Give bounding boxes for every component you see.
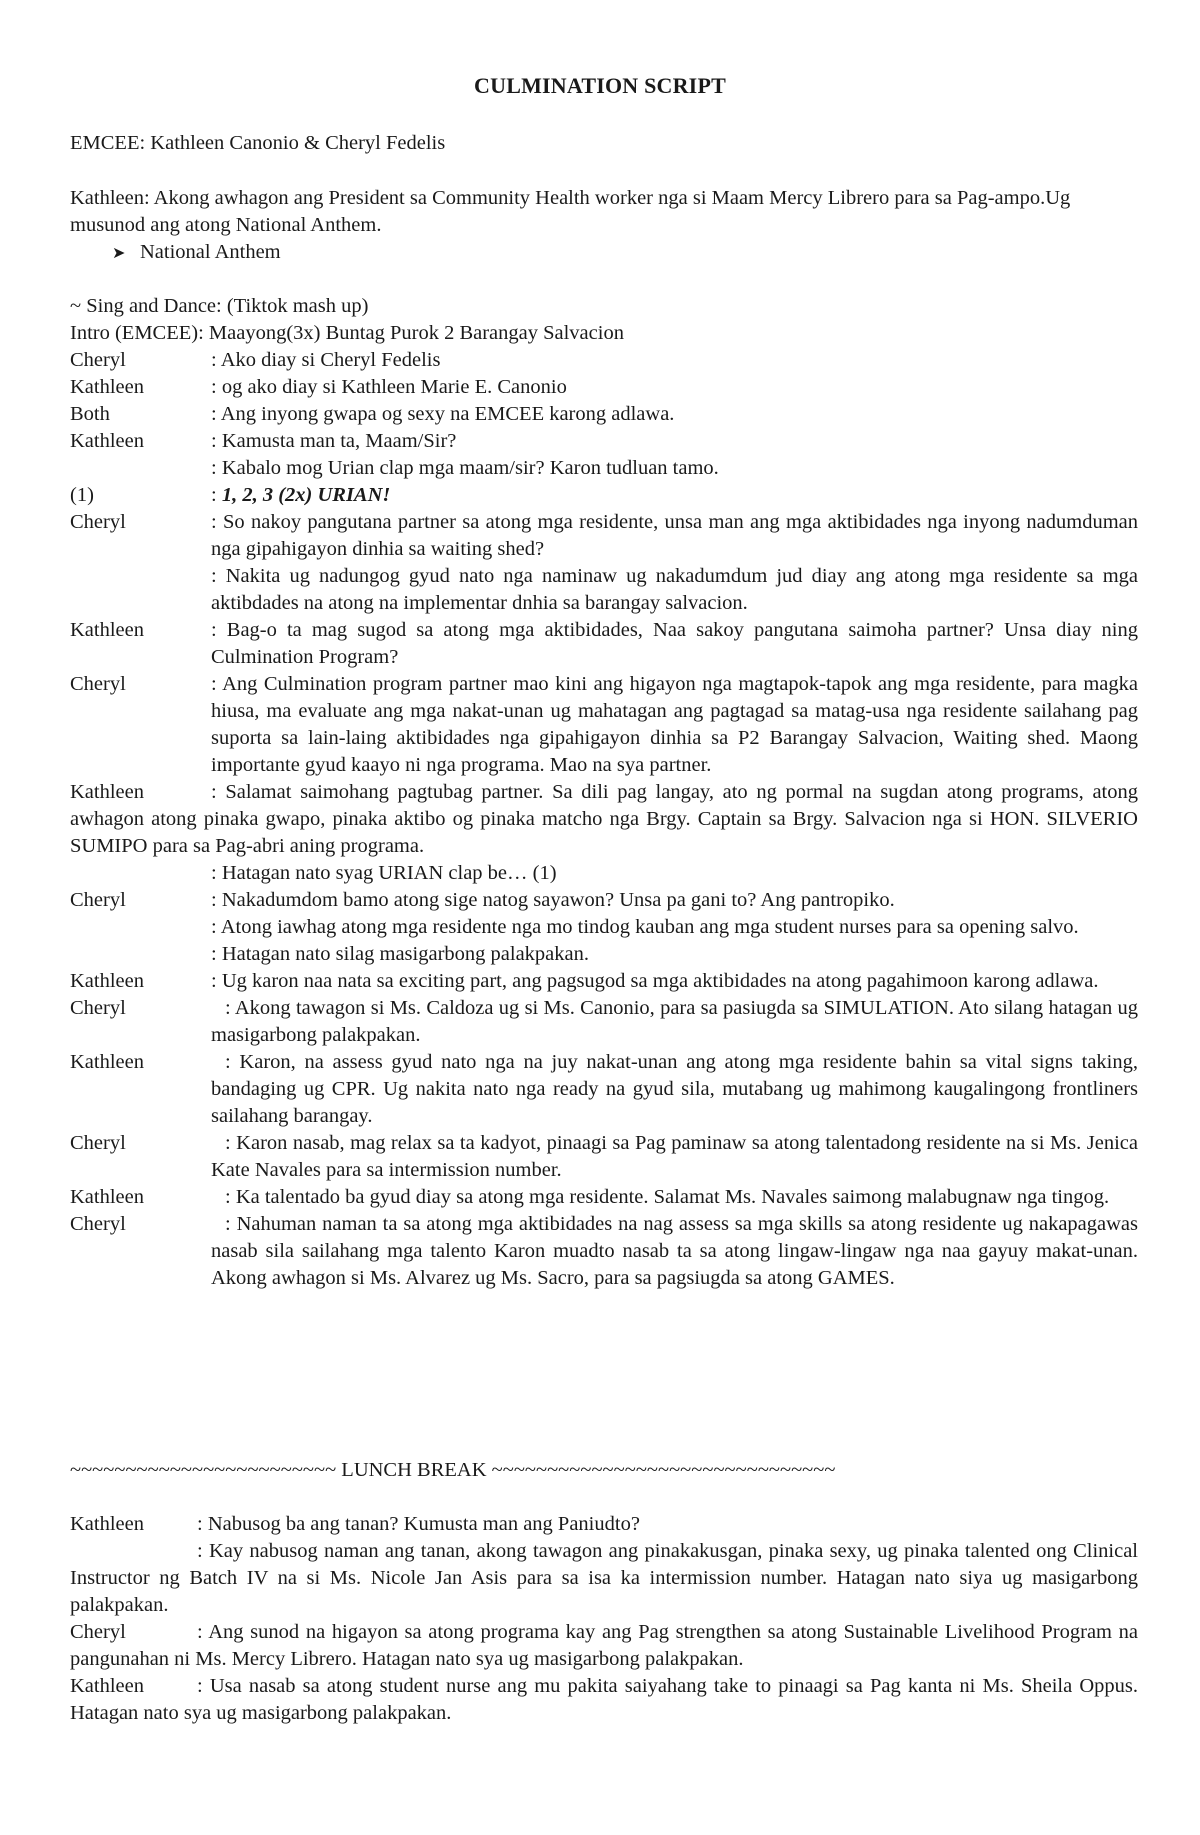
lunch-break-divider: ~~~~~~~~~~~~~~~~~~~~~~~~ LUNCH BREAK ~~~~~~~~~~~~~~~~~~~~~~~~~~~~~~~	[70, 1459, 836, 1481]
speaker: Kathleen	[70, 1186, 144, 1208]
speaker	[70, 455, 211, 482]
speaker: Cheryl	[70, 997, 126, 1019]
line-text: : Ka talentado ba gyud diay sa atong mga residente. Salamat Ms. Navales saimong malabugnaw nga tingog.	[225, 1186, 1110, 1208]
line-text: : Salamat saimohang pagtubag partner. Sa dili pag langay, ato ng pormal na sugdan atong programs, atong awhagon atong pinaka gwapo, pinaka aktibo og pinaka matcho nga Brgy. Captain sa Brgy. Salvacion nga si HON. SILVERIO SUMIPO para sa Pag-abri aning programa.	[70, 781, 1138, 857]
script-line	[70, 860, 1138, 887]
speaker	[70, 563, 211, 617]
speaker: Cheryl	[70, 1213, 126, 1235]
speaker: Kathleen	[70, 1513, 144, 1535]
line-text: : Karon nasab, mag relax sa ta kadyot, pinaagi sa Pag paminaw sa atong talentadong residente na si Ms. Jenica Kate Navales para sa intermission number.	[211, 1132, 1138, 1181]
script-line	[70, 374, 1138, 401]
bullet-text: National Anthem	[140, 241, 281, 263]
intro-paragraph: Kathleen: Akong awhagon ang President sa Community Health worker nga si Maam Mercy Librero para sa Pag-ampo.Ug musunod ang atong National Anthem.	[70, 187, 1071, 236]
line-text: : Ako diay si Cheryl Fedelis	[211, 349, 441, 371]
script-line	[70, 563, 1138, 617]
arrow-bullet-icon: ➤	[112, 243, 126, 262]
line-text: : Hatagan nato syag URIAN clap be… (1)	[211, 862, 557, 884]
script-line	[70, 968, 1138, 995]
script-line	[70, 887, 1138, 914]
script-line	[70, 1049, 1138, 1130]
script-line	[70, 482, 1138, 509]
line-text	[211, 482, 1138, 509]
speaker	[70, 860, 211, 887]
line-text: : Kamusta man ta, Maam/Sir?	[211, 430, 457, 452]
speaker: Kathleen	[70, 781, 144, 803]
speaker: Kathleen	[70, 619, 144, 641]
colon: :	[211, 484, 222, 506]
line-text: : Ang inyong gwapa og sexy na EMCEE karong adlawa.	[211, 403, 675, 425]
script-line-full	[70, 1619, 1138, 1673]
script-line-full	[70, 1673, 1138, 1727]
line-text: : Ang Culmination program partner mao kini ang higayon nga magtapok-tapok ang mga residente, para magka hiusa, ma evaluate ang mga nakat-unan ug mahatagan ang pagtagad sa matag-usa nga residente sailahang pag suporta sa lain-laing aktibidades nga gipahigayon dinhia sa P2 Barangay Salvacion, Waiting shed. Maong importante gyud kaayo ni nga programa. Mao na sya partner.	[211, 673, 1138, 776]
line-text: : Hatagan nato silag masigarbong palakpakan.	[211, 943, 589, 965]
script-line	[70, 347, 1138, 374]
speaker: Cheryl	[70, 349, 126, 371]
line-text: : Usa nasab sa atong student nurse ang mu pakita saiyahang take to pinaagi sa Pag kanta ni Ms. Sheila Oppus. Hatagan nato sya ug masigarbong palakpakan.	[70, 1675, 1138, 1724]
line-text: : Karon, na assess gyud nato nga na juy nakat-unan ang atong mga residente bahin sa vital signs taking, bandaging ug CPR. Ug nakita nato nga ready na gyud sila, mutabang ug mahimong kaugalingong frontliners sailahang barangay.	[211, 1051, 1138, 1127]
line-text: : Nahuman naman ta sa atong mga aktibidades na nag assess sa mga skills sa atong residente ug nakapagawas nasab sila sailahang mga talento Karon muadto nasab ta sa atong lingaw-lingaw nga naa gayuy makat-unan. Akong awhagon si Ms. Alvarez ug Ms. Sacro, para sa pagsiugda sa atong GAMES.	[211, 1213, 1138, 1289]
line-text: : Ug karon naa nata sa exciting part, ang pagsugod sa mga aktibidades na atong pagahimoon karong adlawa.	[211, 970, 1099, 992]
speaker: Cheryl	[70, 673, 126, 695]
line-text: : Nakadumdom bamo atong sige natog sayawon? Unsa pa gani to? Ang pantropiko.	[211, 889, 895, 911]
speaker	[70, 941, 211, 968]
bullet-item	[112, 239, 281, 266]
line-text: : Nabusog ba ang tanan? Kumusta man ang Paniudto?	[197, 1513, 640, 1535]
line-text: : Kay nabusog naman ang tanan, akong tawagon ang pinakakusgan, pinaka sexy, ug pinaka talented ong Clinical Instructor ng Batch IV na si Ms. Nicole Jan Asis para sa isa ka intermission number. Hatagan nato siya ug masigarbong palakpakan.	[70, 1540, 1138, 1616]
script-line	[70, 428, 1138, 455]
after-lunch-section	[70, 1511, 1138, 1727]
script-line	[70, 671, 1138, 779]
script-line	[70, 1211, 1138, 1292]
emcee-line: EMCEE: Kathleen Canonio & Cheryl Fedelis	[70, 132, 446, 154]
urian-chant: 1, 2, 3 (2x) URIAN!	[221, 484, 391, 506]
speaker: Kathleen	[70, 1051, 144, 1073]
line-text: : Akong tawagon si Ms. Caldoza ug si Ms. Canonio, para sa pasiugda sa SIMULATION. Ato silang hatagan ug masigarbong palakpakan.	[211, 997, 1138, 1046]
speaker: Both	[70, 403, 110, 425]
script-body	[70, 347, 1138, 1292]
speaker: Kathleen	[70, 430, 144, 452]
script-line	[70, 617, 1138, 671]
script-line	[70, 1130, 1138, 1184]
speaker: Kathleen	[70, 970, 144, 992]
script-line	[70, 995, 1138, 1049]
speaker: Kathleen	[70, 376, 144, 398]
line-text: : Atong iawhag atong mga residente nga mo tindog kauban ang mga student nurses para sa opening salvo.	[211, 916, 1079, 938]
speaker: (1)	[70, 484, 94, 506]
intro-emcee-line: Intro (EMCEE): Maayong(3x) Buntag Purok 2 Barangay Salvacion	[70, 322, 624, 344]
speaker: Kathleen	[70, 1675, 144, 1697]
speaker: Cheryl	[70, 889, 126, 911]
line-text: : Ang sunod na higayon sa atong programa kay ang Pag strengthen sa atong Sustainable Livelihood Program na pangunahan ni Ms. Mercy Librero. Hatagan nato sya ug masigarbong palakpakan.	[70, 1621, 1138, 1670]
line-text: : Bag-o ta mag sugod sa atong mga aktibidades, Naa sakoy pangutana saimoha partner? Unsa diay ning Culmination Program?	[211, 619, 1138, 668]
script-line	[70, 509, 1138, 563]
script-line	[70, 401, 1138, 428]
script-line	[70, 941, 1138, 968]
line-text: : So nakoy pangutana partner sa atong mga residente, unsa man ang mga aktibidades nga inyong nadumduman nga gipahigayon dinhia sa waiting shed?	[211, 511, 1138, 560]
script-line	[70, 455, 1138, 482]
speaker: Cheryl	[70, 511, 126, 533]
line-text: : Nakita ug nadungog gyud nato nga naminaw ug nakadumdum jud diay ang atong mga residente sa mga aktibdades na atong na implementar dnhia sa barangay salvacion.	[211, 565, 1138, 614]
speaker: Cheryl	[70, 1132, 126, 1154]
speaker: Cheryl	[70, 1621, 126, 1643]
line-text: : Kabalo mog Urian clap mga maam/sir? Karon tudluan tamo.	[211, 457, 719, 479]
sing-dance-line: ~ Sing and Dance: (Tiktok mash up)	[70, 295, 369, 317]
speaker	[70, 914, 211, 941]
line-text: : og ako diay si Kathleen Marie E. Canonio	[211, 376, 567, 398]
document-title: CULMINATION SCRIPT	[474, 73, 726, 98]
script-line-full	[70, 1511, 1138, 1538]
script-line-full	[70, 779, 1138, 860]
script-line	[70, 1184, 1138, 1211]
script-line-full	[70, 1538, 1138, 1619]
script-line	[70, 914, 1138, 941]
